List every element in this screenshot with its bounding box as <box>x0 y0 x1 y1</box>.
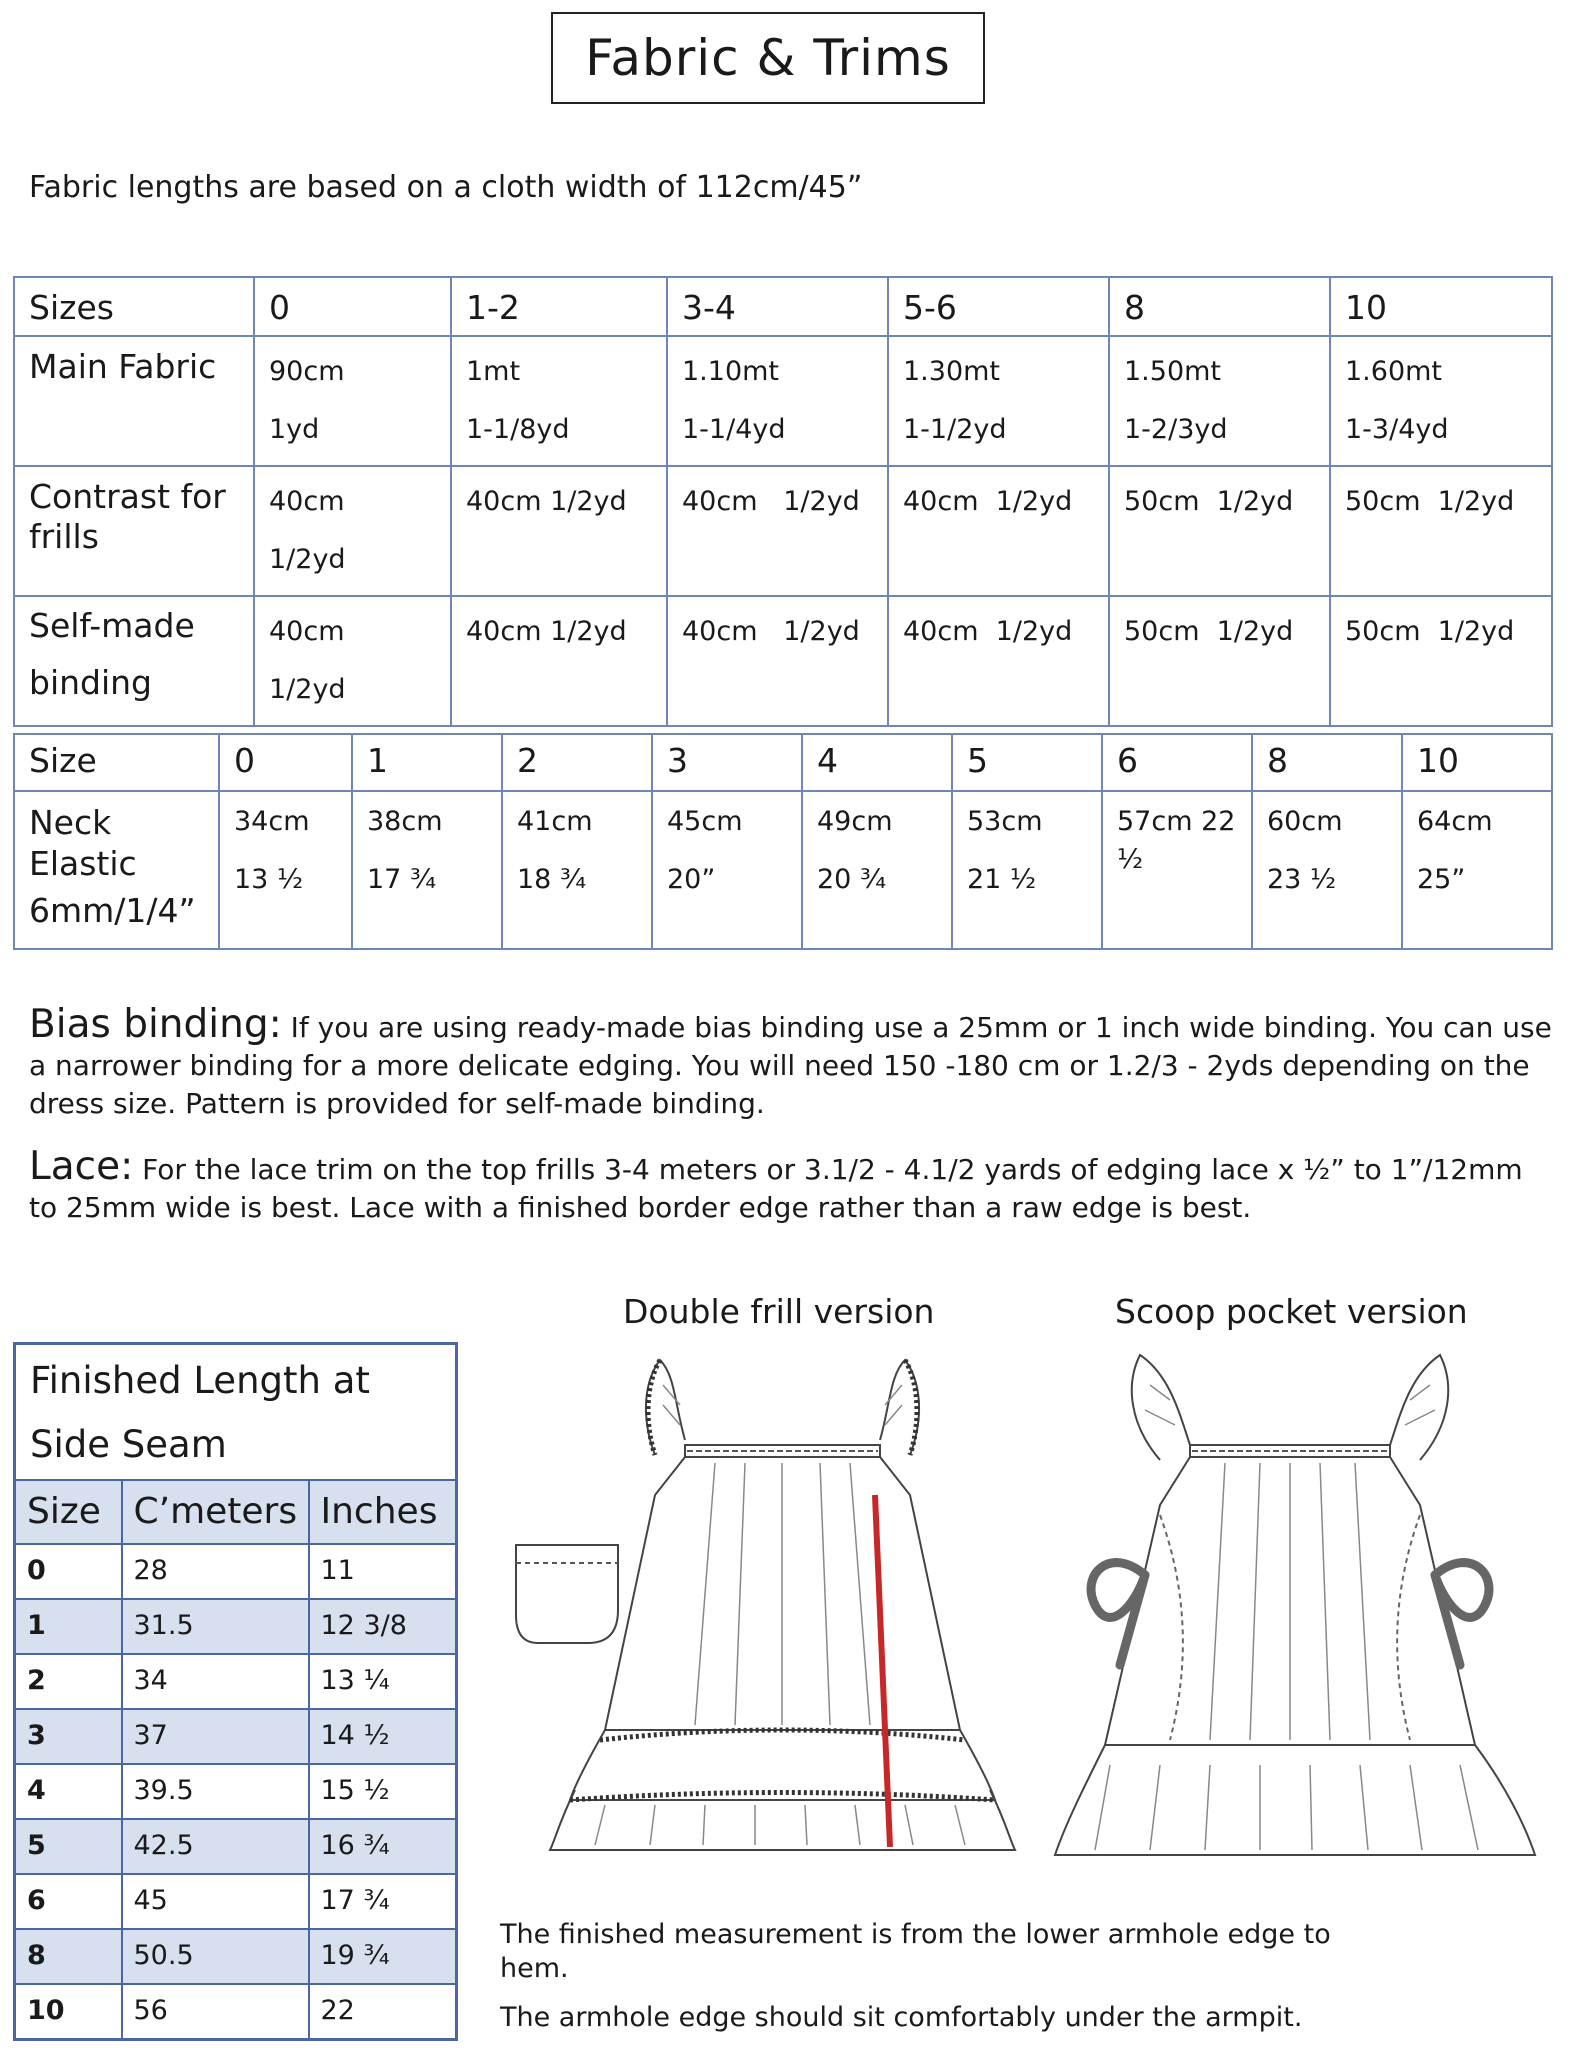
size-cell: 1 <box>15 1599 122 1654</box>
header-cell: 1 <box>352 734 502 791</box>
header-cell: 3-4 <box>667 277 888 336</box>
row-label-line: 6mm/1/4” <box>29 891 196 930</box>
size-cell: 8 <box>15 1929 122 1984</box>
row-label: Main Fabric <box>14 336 254 466</box>
inch-cell: 16 ¾ <box>309 1819 457 1874</box>
header-cell: 8 <box>1252 734 1402 791</box>
imperial-value: 13 ½ <box>234 864 304 895</box>
imperial-value: 1yd <box>269 414 320 445</box>
table-cell <box>888 466 1109 596</box>
header-cell: Sizes <box>14 277 254 336</box>
header-cell: 2 <box>502 734 652 791</box>
finished-length-table <box>13 1342 458 2041</box>
header-cell: 6 <box>1102 734 1252 791</box>
imperial-value: 23 ½ <box>1267 864 1337 895</box>
table-cell <box>1402 791 1552 949</box>
lace-paragraph <box>29 1144 1559 1227</box>
table-cell <box>502 791 652 949</box>
row-label: Contrast for frills <box>14 466 254 596</box>
table-cell <box>451 466 667 596</box>
finished-measurement-note: The finished measurement is from the lower armhole edge to hem. <box>500 1919 1331 1984</box>
table-row <box>14 734 1552 791</box>
cm-cell: 39.5 <box>122 1764 309 1819</box>
header-cell: 0 <box>219 734 352 791</box>
imperial-value: 1-1/2yd <box>903 414 1007 445</box>
size-cell: 5 <box>15 1819 122 1874</box>
inch-cell: 15 ½ <box>309 1764 457 1819</box>
metric-value: 41cm <box>517 806 593 837</box>
size-cell: 0 <box>15 1544 122 1599</box>
inch-cell: 17 ¾ <box>309 1874 457 1929</box>
table-cell <box>667 596 888 726</box>
row-label <box>14 596 254 726</box>
table-row <box>14 277 1552 336</box>
metric-value: 1.60mt <box>1345 356 1443 387</box>
table-row <box>14 336 1552 466</box>
cm-cell: 34 <box>122 1654 309 1709</box>
table-cell <box>254 336 451 466</box>
table-cell <box>254 596 451 726</box>
imperial-value: 20 ¾ <box>817 864 887 895</box>
table-row <box>15 1929 457 1984</box>
metric-value: 60cm <box>1267 806 1343 837</box>
imperial-value: 1-1/4yd <box>682 414 786 445</box>
cm-cell: 42.5 <box>122 1819 309 1874</box>
table-row <box>14 466 1552 596</box>
cm-cell: 56 <box>122 1984 309 2039</box>
table-title-line: Finished Length at <box>30 1359 370 1402</box>
table-row <box>15 1480 457 1544</box>
imperial-value: 1/2yd <box>269 544 346 575</box>
table-cell <box>451 336 667 466</box>
table-title-line: Side Seam <box>30 1423 227 1466</box>
bias-binding-heading: Bias binding: <box>29 1002 282 1047</box>
imperial-value: 20” <box>667 864 716 895</box>
combined-value: 40cm 1/2yd <box>903 616 1073 647</box>
header-cell: 8 <box>1109 277 1330 336</box>
table-cell <box>254 466 451 596</box>
header-cell: 5 <box>952 734 1102 791</box>
imperial-value: 1-2/3yd <box>1124 414 1228 445</box>
table-row <box>15 1654 457 1709</box>
table-cell <box>1109 596 1330 726</box>
inch-cell: 22 <box>309 1984 457 2039</box>
table-row <box>14 596 1552 726</box>
metric-value: 57cm 22 <box>1117 806 1236 837</box>
combined-value: 50cm 1/2yd <box>1345 616 1515 647</box>
imperial-value: 1-3/4yd <box>1345 414 1449 445</box>
row-label-line: Self-made <box>29 606 195 645</box>
table-cell <box>1252 791 1402 949</box>
lace-heading: Lace: <box>29 1144 134 1189</box>
table-cell <box>1109 466 1330 596</box>
row-label-line: binding <box>29 663 153 702</box>
double-frill-dress-illustration <box>545 1345 1020 1875</box>
metric-value: 1.30mt <box>903 356 1001 387</box>
table-cell <box>219 791 352 949</box>
row-label-line: Neck <box>29 803 112 842</box>
header-cell: 3 <box>652 734 802 791</box>
row-label <box>14 791 219 949</box>
combined-value: 40cm 1/2yd <box>682 616 860 647</box>
table-cell <box>888 596 1109 726</box>
page-title: Fabric & Trims <box>551 12 985 104</box>
metric-value: 64cm <box>1417 806 1493 837</box>
table-row <box>15 1984 457 2039</box>
header-cell: Size <box>14 734 219 791</box>
table-row <box>15 1764 457 1819</box>
inch-cell: 19 ¾ <box>309 1929 457 1984</box>
table-cell <box>451 596 667 726</box>
imperial-value: 18 ¾ <box>517 864 587 895</box>
inch-cell: 12 3/8 <box>309 1599 457 1654</box>
header-cell: 1-2 <box>451 277 667 336</box>
fabric-width-note: Fabric lengths are based on a cloth width of 112cm/45” <box>29 170 863 205</box>
combined-value: 40cm 1/2yd <box>466 486 627 517</box>
table-cell <box>652 791 802 949</box>
table-cell <box>1109 336 1330 466</box>
table-row <box>15 1874 457 1929</box>
metric-value: 45cm <box>667 806 743 837</box>
imperial-value: 1/2yd <box>269 674 346 705</box>
scoop-pocket-caption: Scoop pocket version <box>1115 1292 1468 1331</box>
header-cell: 10 <box>1402 734 1552 791</box>
table-cell <box>667 336 888 466</box>
metric-value: 38cm <box>367 806 443 837</box>
header-cell: 4 <box>802 734 952 791</box>
combined-value: 40cm 1/2yd <box>682 486 860 517</box>
imperial-value: 17 ¾ <box>367 864 437 895</box>
combined-value: 50cm 1/2yd <box>1124 486 1294 517</box>
combined-value: 40cm 1/2yd <box>903 486 1073 517</box>
combined-value: 40cm 1/2yd <box>466 616 627 647</box>
metric-value: 40cm <box>269 486 345 517</box>
fabric-requirements-table <box>13 276 1553 727</box>
table-row <box>15 1709 457 1764</box>
bias-binding-paragraph <box>29 1002 1559 1123</box>
table-cell <box>352 791 502 949</box>
metric-value: 1.50mt <box>1124 356 1222 387</box>
header-cell: 0 <box>254 277 451 336</box>
cm-cell: 50.5 <box>122 1929 309 1984</box>
table-row <box>15 1599 457 1654</box>
table-cell <box>1330 336 1552 466</box>
imperial-value: 21 ½ <box>967 864 1037 895</box>
combined-value: 50cm 1/2yd <box>1345 486 1515 517</box>
table-title <box>15 1344 457 1481</box>
table-cell <box>888 336 1109 466</box>
header-cell: C’meters <box>122 1480 309 1544</box>
cm-cell: 28 <box>122 1544 309 1599</box>
metric-value: 34cm <box>234 806 310 837</box>
metric-value: 90cm <box>269 356 345 387</box>
size-cell: 4 <box>15 1764 122 1819</box>
neck-elastic-table <box>13 733 1553 950</box>
cm-cell: 37 <box>122 1709 309 1764</box>
header-cell: Inches <box>309 1480 457 1544</box>
combined-value: 50cm 1/2yd <box>1124 616 1294 647</box>
table-cell <box>1102 791 1252 949</box>
cm-cell: 45 <box>122 1874 309 1929</box>
lace-text: For the lace trim on the top frills 3-4 meters or 3.1/2 - 4.1/2 yards of edging lace x ½” to 1”/12mm to 25mm wide is best. Lace with a finished border edge rather than a raw edge is best. <box>29 1153 1523 1224</box>
inch-cell: 14 ½ <box>309 1709 457 1764</box>
table-row <box>15 1344 457 1481</box>
size-cell: 3 <box>15 1709 122 1764</box>
table-row <box>15 1819 457 1874</box>
table-cell <box>667 466 888 596</box>
header-cell: Size <box>15 1480 122 1544</box>
inch-cell: 11 <box>309 1544 457 1599</box>
size-cell: 10 <box>15 1984 122 2039</box>
imperial-value: 1-1/8yd <box>466 414 570 445</box>
table-cell <box>802 791 952 949</box>
bias-binding-text: If you are using ready-made bias binding use a 25mm or 1 inch wide binding. You can use a narrower binding for a more delicate edging. You will need 150 -180 cm or 1.2/3 - 2yds depending on the dress size. Pattern is provided for self-made binding. <box>29 1011 1552 1120</box>
metric-value: 1.10mt <box>682 356 780 387</box>
size-cell: 6 <box>15 1874 122 1929</box>
table-cell <box>1330 466 1552 596</box>
metric-value: 1mt <box>466 356 521 387</box>
header-cell: 10 <box>1330 277 1552 336</box>
size-cell: 2 <box>15 1654 122 1709</box>
double-frill-caption: Double frill version <box>623 1292 935 1331</box>
scoop-pocket-dress-illustration <box>1050 1345 1540 1870</box>
row-label-line: Elastic <box>29 844 137 883</box>
table-cell <box>1330 596 1552 726</box>
table-row <box>15 1544 457 1599</box>
metric-value: 53cm <box>967 806 1043 837</box>
armhole-note: The armhole edge should sit comfortably under the armpit. <box>500 2002 1303 2033</box>
table-row <box>14 791 1552 949</box>
inch-cell: 13 ¼ <box>309 1654 457 1709</box>
header-cell: 5-6 <box>888 277 1109 336</box>
table-cell <box>952 791 1102 949</box>
imperial-value: ½ <box>1117 844 1144 875</box>
imperial-value: 25” <box>1417 864 1466 895</box>
metric-value: 49cm <box>817 806 893 837</box>
metric-value: 40cm <box>269 616 345 647</box>
cm-cell: 31.5 <box>122 1599 309 1654</box>
